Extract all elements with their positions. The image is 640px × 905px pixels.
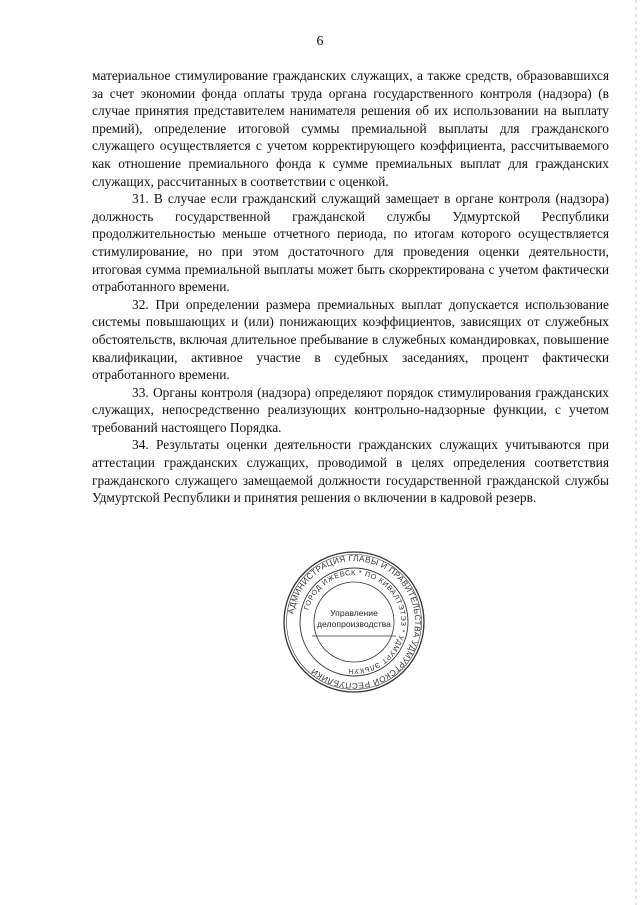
seal-line-1: Управление [330, 608, 378, 618]
seal-inner-ring-text: ГОРОД ИЖЕВСК * ПО КИВАЛТЭТЭЗ * УДМУРТ ЭЛЬКУН [301, 567, 409, 677]
paragraph-31: 31. В случае если гражданский служащий замещает в органе контроля (надзора) должность государственной гражданской службы Удмуртской Республики продолжительностью меньше отчетного периода, по итогам которого осуществляется стимулирование, но при этом достаточного для проведения оценки деятельности, итоговая сумма премиальной выплаты может быть скорректирована с учетом фактически отработанного времени. [92, 191, 609, 295]
seal-outer-ring-text: АДМИНИСТРАЦИЯ ГЛАВЫ И ПРАВИТЕЛЬСТВА УДМУРТСКОЙ РЕСПУБЛИКИ [286, 553, 423, 691]
official-seal-stamp [282, 550, 426, 694]
paragraph-continuation: материальное стимулирование гражданских служащих, а также средств, образовавшихся за счет экономии фонда оплаты труда органа государственного контроля (надзора) (в случае принятия представителем нанимателя решения об их использовании на выплату премий), определение итоговой суммы премиальной выплаты для гражданского служащего осуществляется с учетом корректирующего коэффициента, рассчитываемого как отношение премиального фонда к сумме премиальных выплат для гражданских служащих, рассчитанных в соответствии с оценкой. [92, 68, 609, 189]
seal-center [296, 608, 412, 638]
scan-edge-artifact [635, 0, 637, 905]
document-body [92, 67, 609, 507]
page-number: 6 [316, 34, 324, 49]
paragraph-32: 32. При определении размера премиальных выплат допускается использование системы повышающих и (или) понижающих коэффициентов, зависящих от служебных обстоятельств, включая длительное пребывание в служебных командировках, повышение квалификации, активное участие в судебных заседаниях, процент фактически отработанного времени. [92, 296, 609, 383]
paragraph-34: 34. Результаты оценки деятельности гражданских служащих учитываются при аттестации гражданских служащих, проводимой в целях определения соответствия гражданского служащего замещаемой должности государственной гражданской службы Удмуртской Республики и принятия решения о включении в кадровой резерв. [92, 437, 609, 506]
paragraph-33: 33. Органы контроля (надзора) определяют порядок стимулирования гражданских служащих, непосредственно реализующих контрольно-надзорные функции, с учетом требований настоящего Порядка. [92, 384, 609, 435]
seal-line-2: делопроизводства [317, 619, 391, 629]
